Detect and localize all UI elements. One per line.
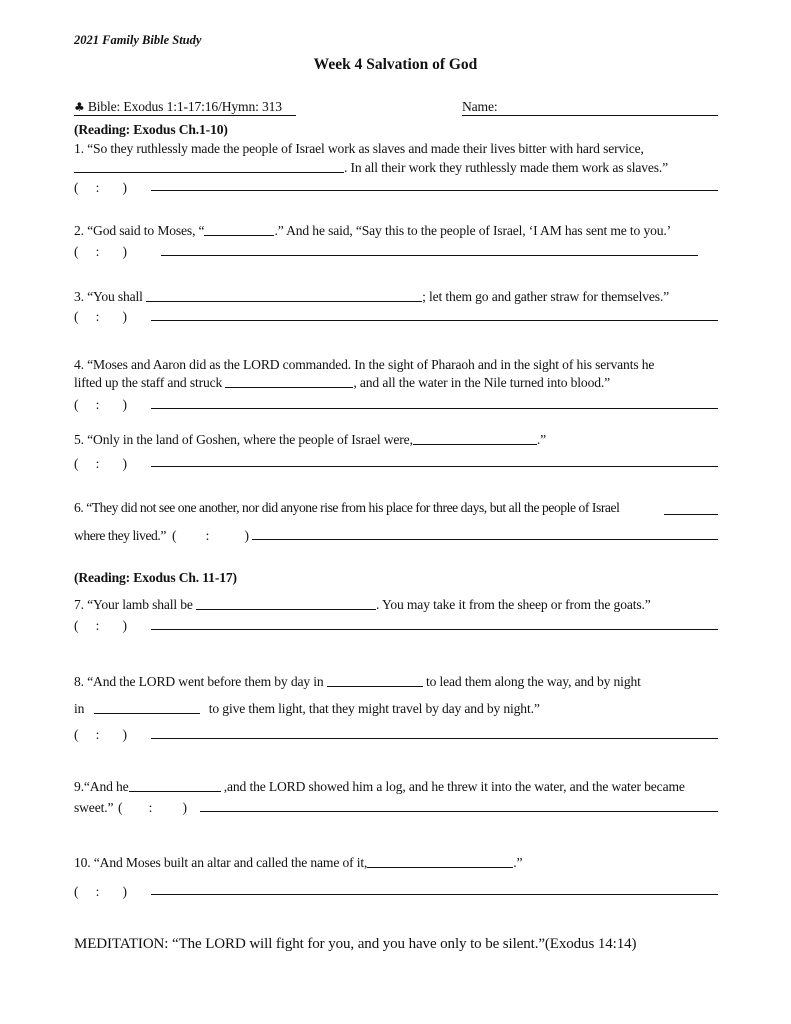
citation-2: ( : ): [74, 244, 128, 259]
bible-hymn-label: Bible: Exodus 1:1-17:16/Hymn: 313: [87, 99, 282, 114]
answer-blank-6[interactable]: [664, 514, 718, 515]
bible-reference-line: [74, 99, 282, 115]
section-heading-1: (Reading: Exodus Ch.1-10): [74, 122, 228, 137]
question-2-line-1: 2. “God said to Moses, “ .” And he said, “Say this to the people of Israel, ‘I AM has sent me to you.’: [74, 223, 672, 238]
question-7-line-1: 7. “Your lamb shall be . You may take it from the sheep or from the goats.”: [74, 597, 651, 612]
answer-blank-1[interactable]: [74, 171, 344, 173]
citation-4: ( : ): [74, 397, 128, 412]
citation-7: ( : ): [74, 618, 128, 633]
citation-answer-line-5[interactable]: [151, 466, 718, 467]
citation-9: ( : ): [118, 800, 188, 815]
citation-6: ( : ): [172, 528, 250, 543]
citation-5: ( : ): [74, 456, 128, 471]
question-9-line-1: 9.“And he ,and the LORD showed him a log, and he threw it into the water, and the water became: [74, 779, 685, 794]
question-10-line-1: 10. “And Moses built an altar and called the name of it, .”: [74, 855, 523, 870]
citation-8: ( : ): [74, 727, 128, 742]
name-field[interactable]: [462, 115, 718, 116]
citation-answer-line-4[interactable]: [151, 408, 718, 409]
meditation-verse: “The LORD will fight for you, and you have only to be silent.”(Exodus 14:14): [172, 936, 637, 952]
document-header-label: 2021 Family Bible Study: [74, 33, 202, 47]
question-5-line-1: 5. “Only in the land of Goshen, where the people of Israel were, .”: [74, 432, 546, 447]
citation-1: ( : ): [74, 180, 128, 195]
answer-blank-4[interactable]: [225, 386, 353, 388]
citation-3: ( : ): [74, 309, 128, 324]
question-number: 1.: [74, 141, 84, 156]
meditation-line: [74, 936, 636, 953]
citation-answer-line-9[interactable]: [200, 811, 718, 812]
answer-blank-9[interactable]: [129, 790, 221, 792]
answer-blank-2[interactable]: [204, 234, 274, 236]
question-3-line-1: 3. “You shall ; let them go and gather straw for themselves.”: [74, 289, 670, 304]
answer-blank-5[interactable]: [413, 443, 537, 445]
club-icon: ♣: [74, 100, 85, 114]
question-1-line-1: 1. “So they ruthlessly made the people of Israel work as slaves and made their lives bitter with hard service,: [74, 141, 644, 156]
citation-answer-line-3[interactable]: [151, 320, 718, 321]
section-heading-2: (Reading: Exodus Ch. 11-17): [74, 570, 237, 585]
answer-blank-3[interactable]: [146, 300, 422, 302]
answer-blank-8b[interactable]: [94, 712, 200, 714]
question-1-line-2: . In all their work they ruthlessly made them work as slaves.”: [74, 160, 668, 176]
citation-answer-line-2[interactable]: [161, 255, 698, 256]
bible-underline: [74, 115, 296, 116]
question-4-line-1: 4. “Moses and Aaron did as the LORD commanded. In the sight of Pharaoh and in the sight of his servants he: [74, 357, 655, 372]
answer-blank-8a[interactable]: [327, 685, 423, 687]
citation-answer-line-10[interactable]: [151, 894, 718, 895]
answer-blank-7[interactable]: [196, 608, 376, 610]
question-6-line-1: 6. “They did not see one another, nor did anyone rise from his place for three days, but all the people of Israel: [74, 500, 620, 515]
page-title: Week 4 Salvation of God: [313, 56, 478, 73]
citation-answer-line-1[interactable]: [151, 190, 718, 191]
answer-blank-10[interactable]: [367, 866, 513, 868]
citation-answer-line-7[interactable]: [151, 629, 718, 630]
citation-answer-line-8[interactable]: [151, 738, 718, 739]
question-8-line-2: in to give them light, that they might travel by day and by night.”: [74, 701, 540, 716]
citation-10: ( : ): [74, 884, 128, 899]
meditation-label: MEDITATION:: [74, 936, 169, 952]
question-9-line-2: sweet.”: [74, 800, 114, 815]
citation-answer-line-6[interactable]: [252, 539, 718, 540]
name-label: Name:: [462, 99, 498, 114]
question-6-line-2: where they lived.”: [74, 528, 166, 543]
question-4-line-2: lifted up the staff and struck , and all the water in the Nile turned into blood.”: [74, 375, 610, 390]
question-8-line-1: 8. “And the LORD went before them by day in to lead them along the way, and by night: [74, 674, 641, 689]
